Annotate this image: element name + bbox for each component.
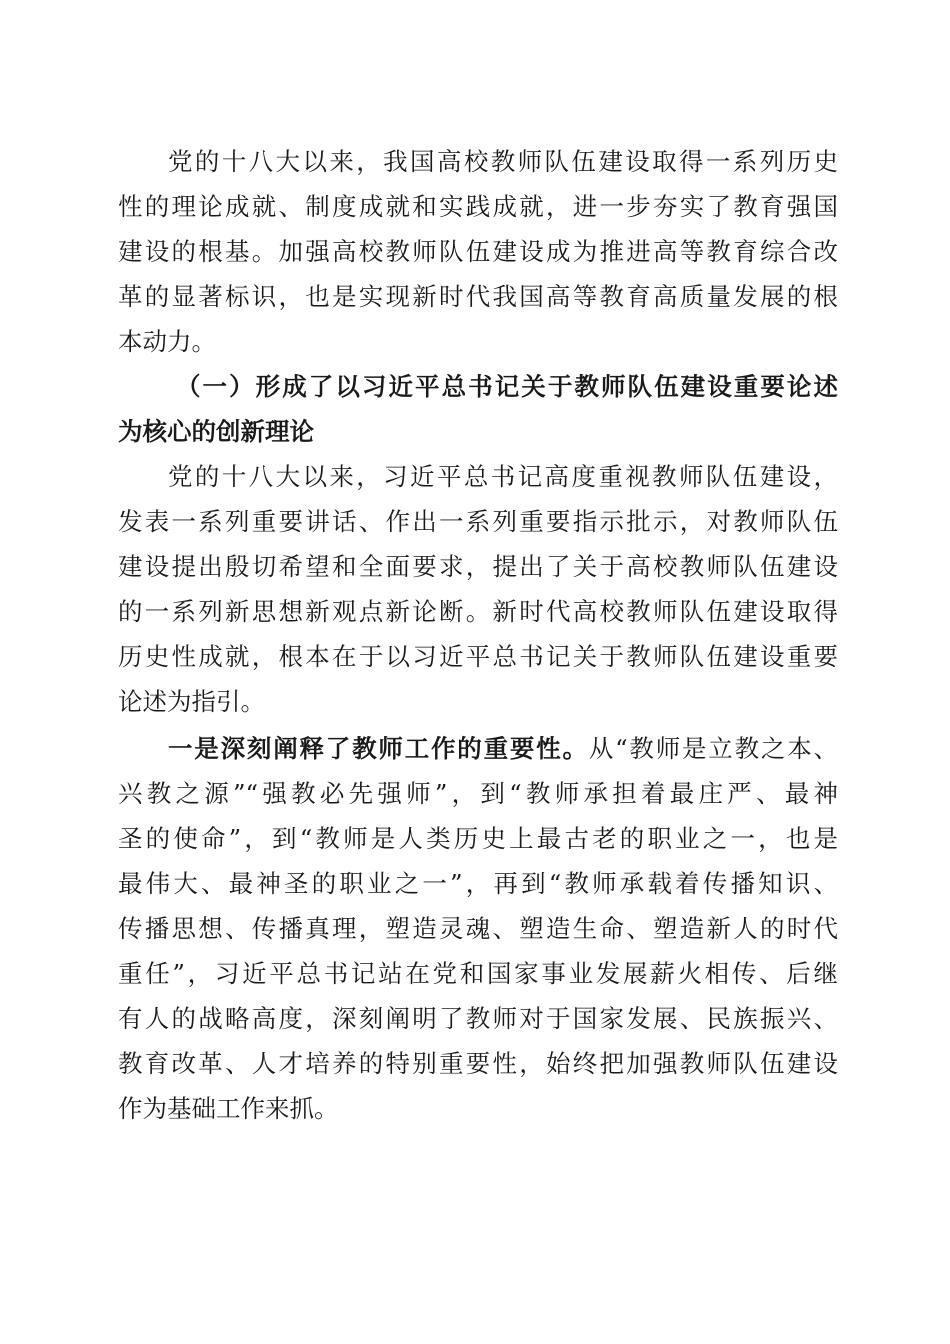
text-line: 发表一系列重要讲话、作出一系列重要指示批示，对教师队伍 <box>118 507 838 536</box>
text-line: 建设的根基。加强高校教师队伍建设成为推进高等教育综合改 <box>118 237 838 266</box>
lead-rest: 从“教师是立教之本、 <box>588 734 838 763</box>
text-line: 论述为指引。 <box>118 687 265 716</box>
text-line: 党的十八大以来，习近平总书记高度重视教师队伍建设， <box>168 462 838 491</box>
text-line: 建设提出殷切希望和全面要求，提出了关于高校教师队伍建设 <box>118 552 838 581</box>
text-line: 最伟大、最神圣的职业之一”，再到“教师承载着传播知识、 <box>118 869 838 898</box>
text-line: 党的十八大以来，我国高校教师队伍建设取得一系列历史 <box>168 147 838 176</box>
text-line: 圣的使命”，到“教师是人类历史上最古老的职业之一，也是 <box>118 824 838 853</box>
text-line: 本动力。 <box>118 327 216 356</box>
text-line: 有人的战略高度，深刻阐明了教师对于国家发展、民族振兴、 <box>118 1004 838 1033</box>
text-line: 性的理论成就、制度成就和实践成就，进一步夯实了教育强国 <box>118 192 838 221</box>
text-line: 的一系列新思想新观点新论断。新时代高校教师队伍建设取得 <box>118 597 838 626</box>
text-line: 重任”，习近平总书记站在党和国家事业发展薪火相传、后继 <box>118 959 838 988</box>
text-line: 教育改革、人才培养的特别重要性，始终把加强教师队伍建设 <box>118 1049 838 1078</box>
text-line: 历史性成就，根本在于以习近平总书记关于教师队伍建设重要 <box>118 642 838 671</box>
text-line: 传播思想、传播真理，塑造灵魂、塑造生命、塑造新人的时代 <box>118 914 838 943</box>
heading-line: 为核心的创新理论 <box>118 417 314 446</box>
text-line: 革的显著标识，也是实现新时代我国高等教育高质量发展的根 <box>118 282 838 311</box>
heading-line: （一）形成了以习近平总书记关于教师队伍建设重要论述 <box>176 372 838 401</box>
lead-phrase: 一是深刻阐释了教师工作的重要性。 <box>168 734 589 763</box>
text-line: 作为基础工作来抓。 <box>118 1094 339 1123</box>
text-line: 兴教之源”“强教必先强师”，到“教师承担着最庄严、最神 <box>118 779 838 808</box>
text-line <box>168 729 838 769</box>
